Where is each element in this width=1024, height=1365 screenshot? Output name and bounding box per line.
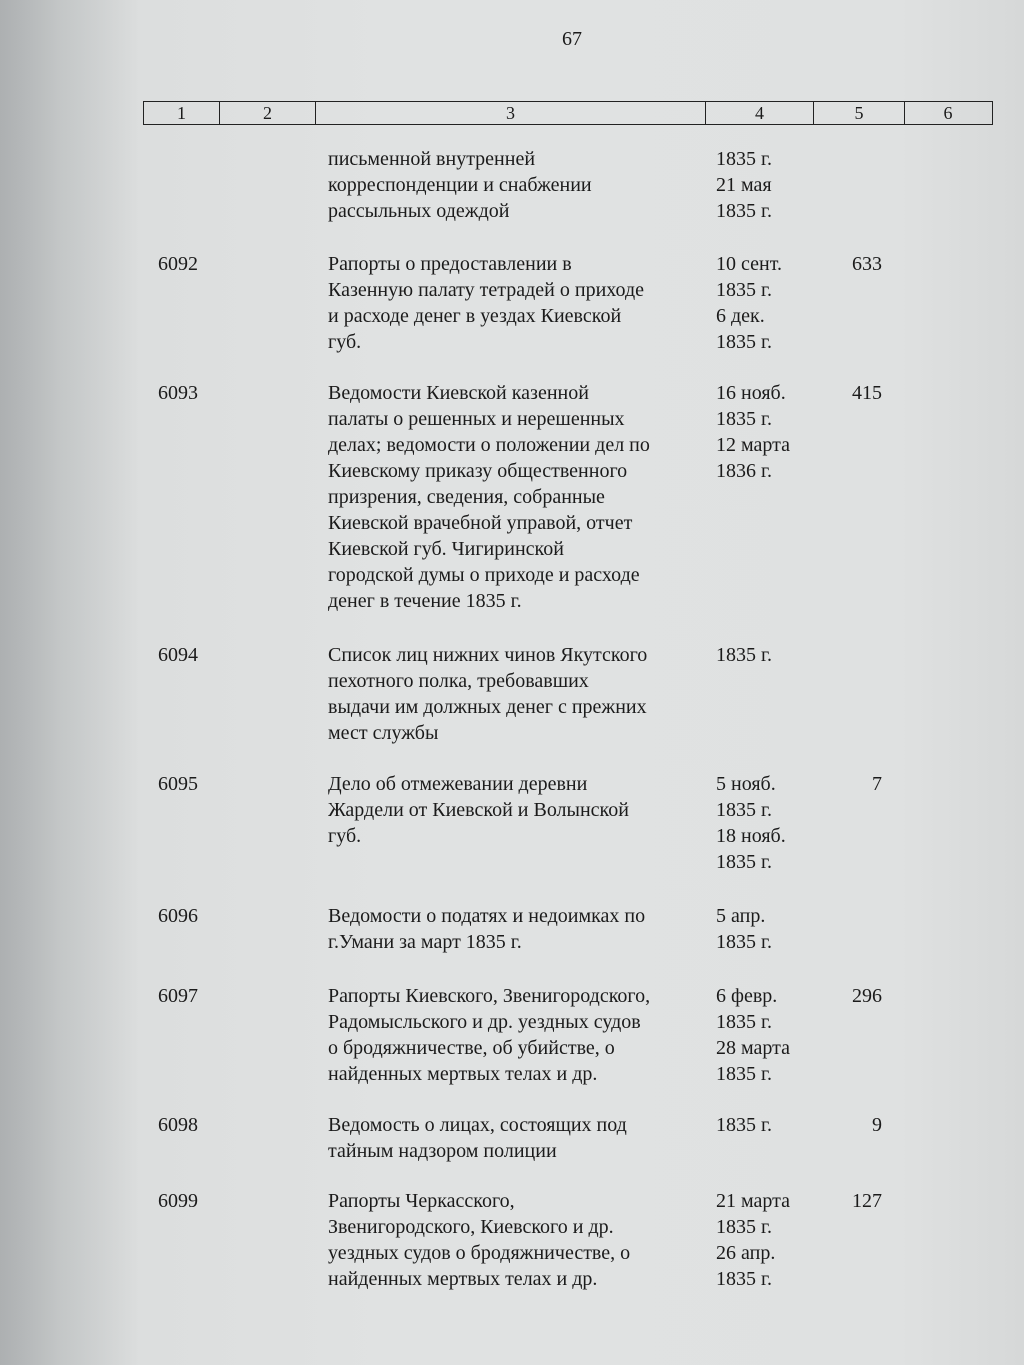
column-header-2: 2	[219, 102, 315, 124]
row-date: 1835 г. 21 мая 1835 г.	[716, 148, 772, 222]
column-header-1: 1	[177, 103, 186, 123]
row-number: 6096	[158, 905, 198, 927]
row-count: 415	[852, 382, 882, 404]
row-number: 6092	[158, 253, 198, 275]
row-date: 6 февр. 1835 г. 28 марта 1835 г.	[716, 985, 790, 1085]
row-number: 6099	[158, 1190, 198, 1212]
row-number: 6098	[158, 1114, 198, 1136]
row-count: 7	[872, 773, 882, 795]
row-title: письменной внутренней корреспонденции и снабжении рассыльных одеждой	[328, 148, 592, 222]
row-date: 5 нояб. 1835 г. 18 нояб. 1835 г.	[716, 773, 786, 873]
facing-page-bleed	[0, 0, 140, 1365]
row-title: Список лиц нижних чинов Якутского пехотного полка, требовавших выдачи им должных денег с прежних мест службы	[328, 644, 648, 744]
column-header-3: 3	[315, 102, 705, 124]
row-date: 10 сент. 1835 г. 6 дек. 1835 г.	[716, 253, 782, 353]
row-number: 6094	[158, 644, 198, 666]
row-title: Ведомость о лицах, состоящих под тайным надзором полиции	[328, 1114, 627, 1162]
row-title: Рапорты Черкасского, Звенигородского, Киевского и др. уездных судов о бродяжничестве, о найденных мертвых телах и др.	[328, 1190, 631, 1290]
row-title: Ведомости о податях и недоимках по г.Умани за март 1835 г.	[328, 905, 646, 953]
row-count: 9	[872, 1114, 882, 1136]
column-header-6: 6	[904, 102, 991, 124]
column-header-5: 5	[813, 102, 904, 124]
row-date: 1835 г.	[716, 644, 772, 666]
row-date: 5 апр. 1835 г.	[716, 905, 772, 953]
column-header-4: 4	[705, 102, 813, 124]
row-count: 127	[852, 1190, 882, 1212]
row-title: Рапорты о предоставлении в Казенную палату тетрадей о приходе и расходе денег в уездах Киевской губ.	[328, 253, 645, 353]
row-title: Дело об отмежевании деревни Жардели от Киевской и Волынской губ.	[328, 773, 629, 847]
row-count: 296	[852, 985, 882, 1007]
row-number: 6093	[158, 382, 198, 404]
row-number: 6095	[158, 773, 198, 795]
row-count: 633	[852, 253, 882, 275]
row-title: Рапорты Киевского, Звенигородского, Радомысльского и др. уездных судов о бродяжничестве, об убийстве, о найденных мертвых телах и др.	[328, 985, 651, 1085]
row-date: 1835 г.	[716, 1114, 772, 1136]
page-number: 67	[562, 28, 582, 50]
row-date: 21 марта 1835 г. 26 апр. 1835 г.	[716, 1190, 790, 1290]
row-number: 6097	[158, 985, 198, 1007]
row-date: 16 нояб. 1835 г. 12 марта 1836 г.	[716, 382, 790, 482]
row-title: Ведомости Киевской казенной палаты о решенных и нерешенных делах; ведомости о положении дел по Киевскому приказу общественного призрения, сведения, собранные Киевской врачебной управой, отчет Киевской губ. Чигиринской городской думы о приходе и расходе денег в течение 1835 г.	[328, 382, 650, 612]
column-header-row	[143, 101, 993, 125]
